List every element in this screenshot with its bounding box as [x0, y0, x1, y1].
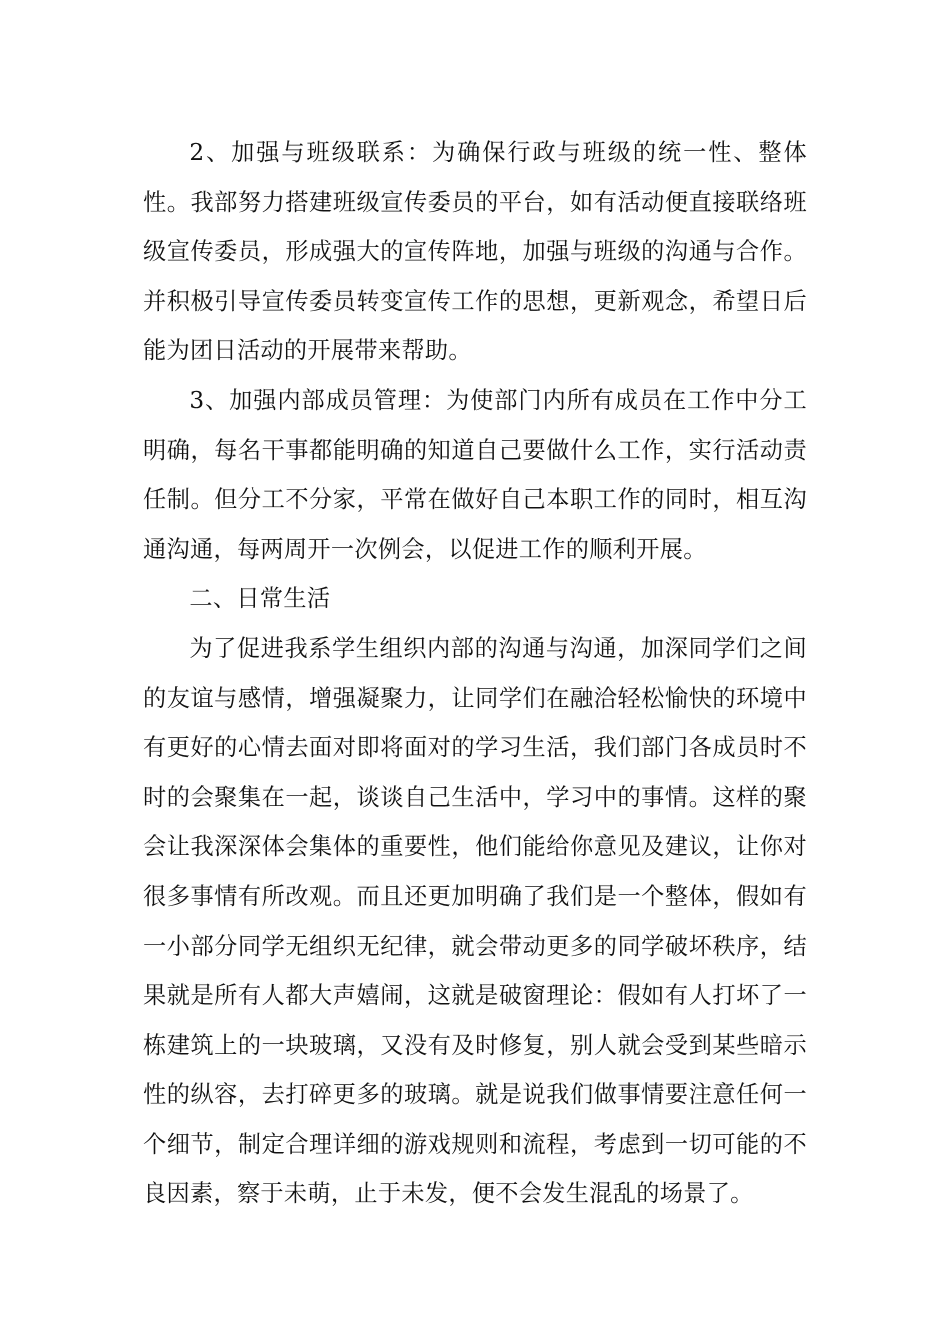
paragraph-daily-life: 为了促进我系学生组织内部的沟通与沟通，加深同学们之间的友谊与感情，增强凝聚力，让同学们在融洽轻松愉快的环境中有更好的心情去面对即将面对的学习生活，我们部门各成员时不时的会聚集在一起，谈谈自己生活中，学习中的事情。这样的聚会让我深深体会集体的重要性，他们能给你意见及建议，让你对很多事情有所改观。而且还更加明确了我们是一个整体，假如有一小部分同学无组织无纪律，就会带动更多的同学破坏秩序，结果就是所有人都大声嬉闹，这就是破窗理论：假如有人打坏了一栋建筑上的一块玻璃，又没有及时修复，别人就会受到某些暗示性的纵容，去打碎更多的玻璃。就是说我们做事情要注意任何一个细节，制定合理详细的游戏规则和流程，考虑到一切可能的不良因素，察于未萌，止于未发，便不会发生混乱的场景了。: [143, 634, 807, 1208]
section-heading-daily-life: 二、日常生活: [189, 585, 331, 613]
paragraph-class-liaison: 2、加强与班级联系：为确保行政与班级的统一性、整体性。我部努力搭建班级宣传委员的平台，如有活动便直接联络班级宣传委员，形成强大的宣传阵地，加强与班级的沟通与合作。并积极引导宣传委员转变宣传工作的思想，更新观念，希望日后能为团日活动的开展带来帮助。: [143, 139, 807, 365]
document-page: [143, 128, 807, 1219]
paragraph-member-management: 3、加强内部成员管理：为使部门内所有成员在工作中分工明确，每名干事都能明确的知道自己要做什么工作，实行活动责任制。但分工不分家，平常在做好自己本职工作的同时，相互沟通沟通，每两周开一次例会，以促进工作的顺利开展。: [143, 386, 807, 563]
